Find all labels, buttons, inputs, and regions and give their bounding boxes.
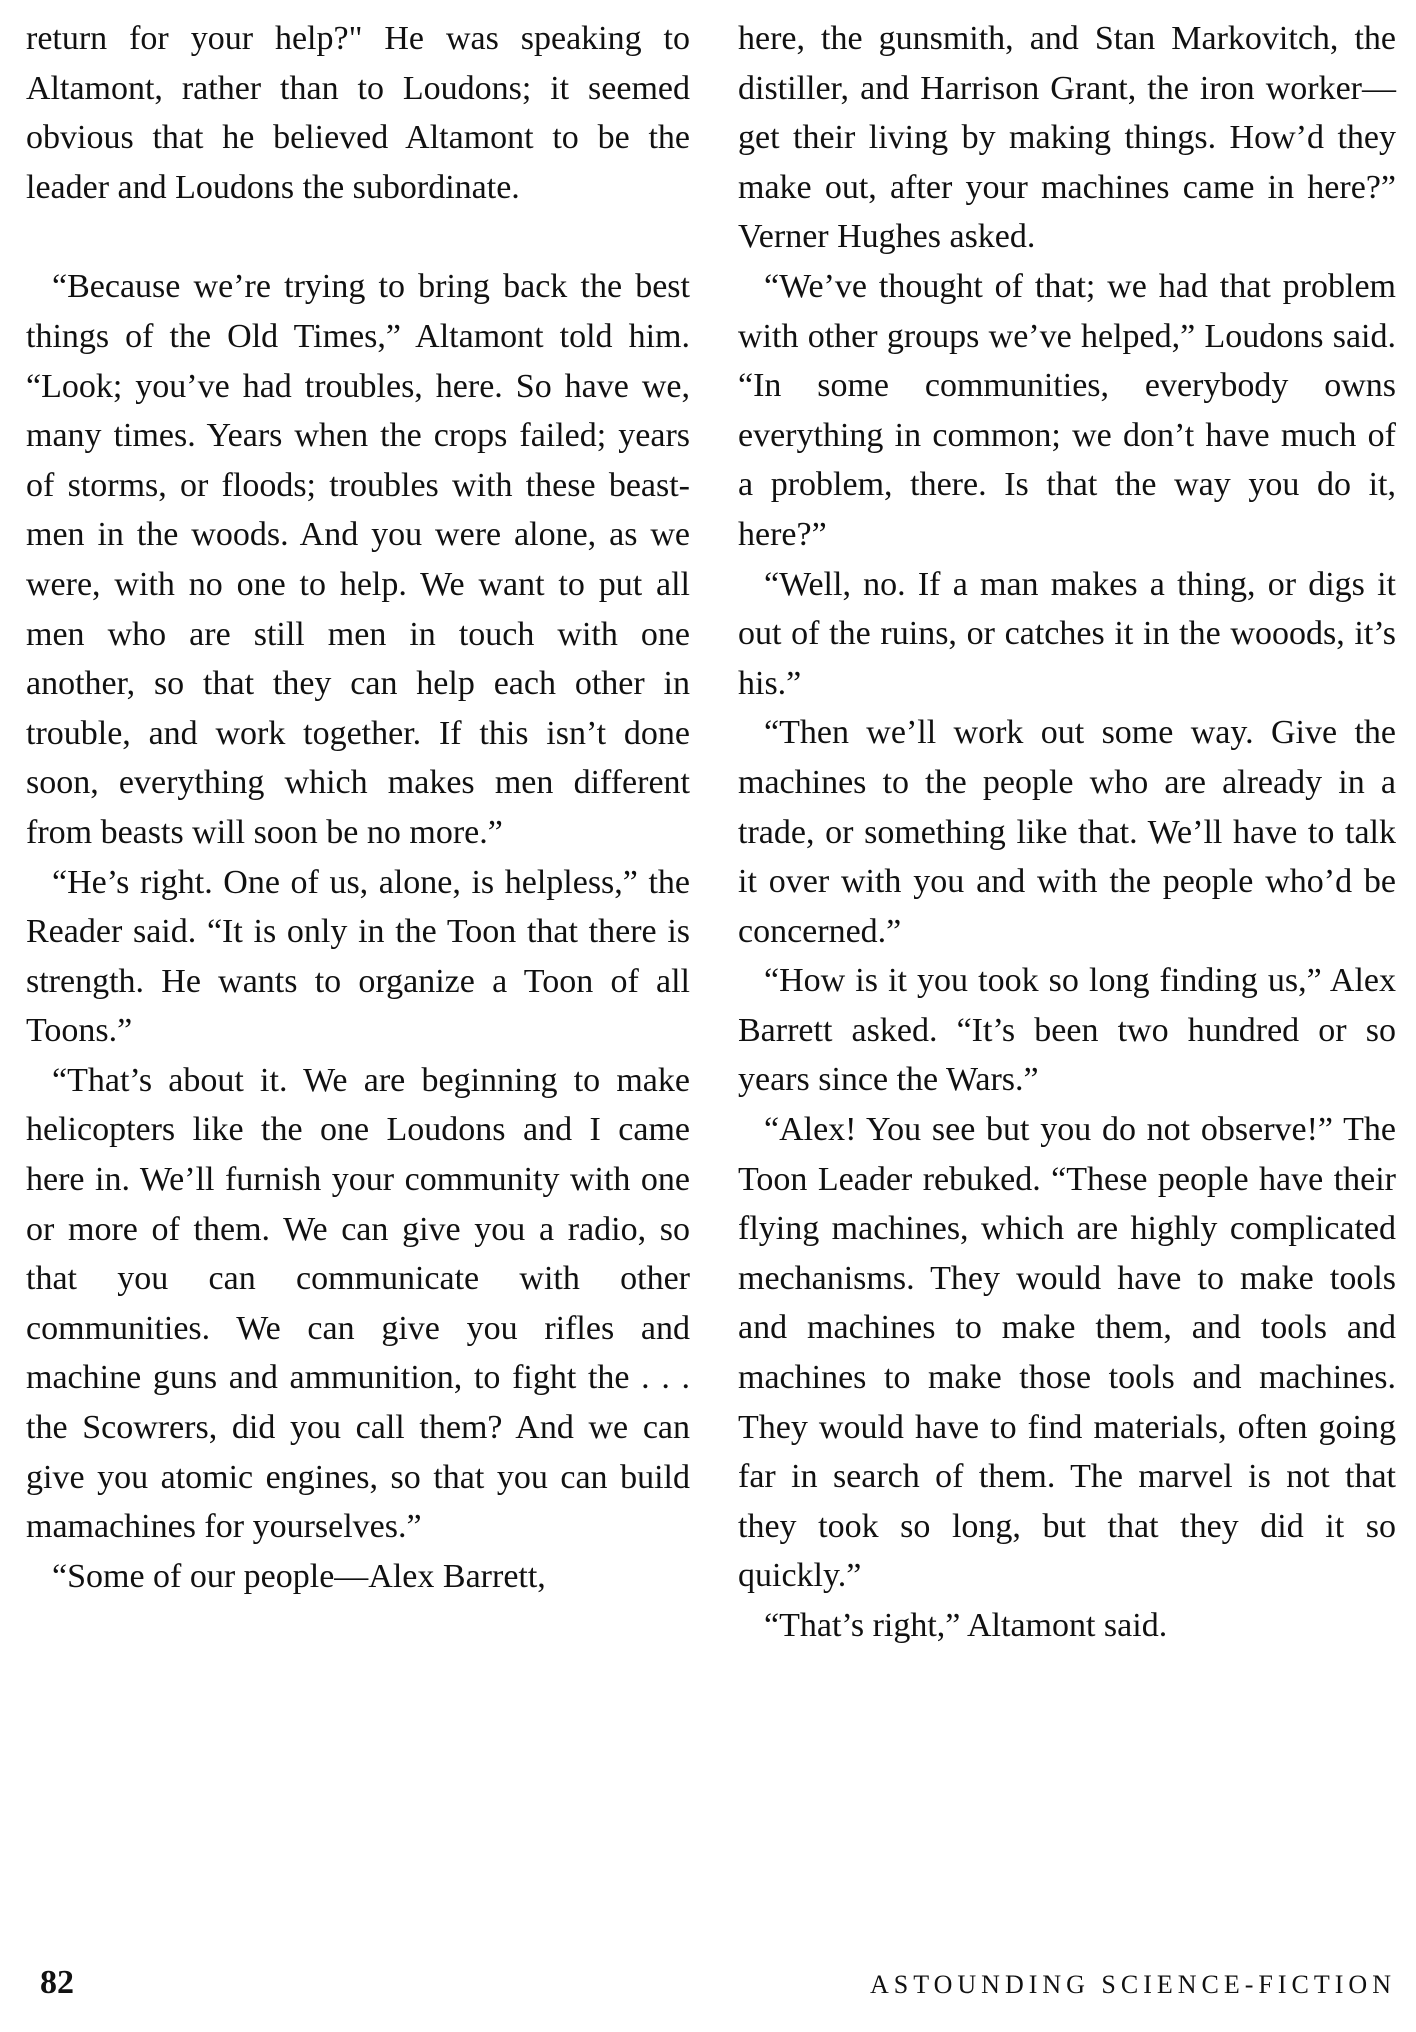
paragraph: “Then we’ll work out some way. Give the machines to the people who are already in a trade, or something like that. We’ll have to talk it over with you and with the people who’d be concerned.”	[738, 714, 1396, 950]
paragraph: “How is it you took so long finding us,” Alex Barrett asked. “It’s been two hundred or so years since the Wars.”	[738, 962, 1396, 1099]
paragraph: “That’s right,” Altamont said.	[764, 1607, 1168, 1644]
paragraph: “Well, no. If a man makes a thing, or digs it out of the ruins, or catches it in the wooods, it’s his.”	[738, 565, 1396, 702]
paragraph: “Some of our people—Alex Barrett,	[52, 1557, 546, 1595]
page-number: 82	[40, 1964, 74, 2001]
paragraph: here, the gunsmith, and Stan Markovitch, the distiller, and Harrison Grant, the iron worker—get their living by making things. How’d they make out, after your machines came in here?” Verner Hughes asked.	[738, 20, 1396, 256]
magazine-title: ASTOUNDING SCIENCE-FICTION	[869, 1970, 1396, 1999]
left-column	[26, 14, 690, 1601]
page-footer	[26, 1964, 1396, 2014]
paragraph: “We’ve thought of that; we had that problem with other groups we’ve helped,” Loudons said. “In some communities, everybody owns everything in common; we don’t have much of a problem, there. Is that the way you do it, here?”	[738, 267, 1396, 553]
paragraph: “That’s about it. We are beginning to make helicopters like the one Loudons and I came here in. We’ll furnish your community with one or more of them. We can give you a radio, so that you can communicate with other communities. We can give you rifles and machine guns and ammunition, to fight the . . . the Scowrers, did you call them? And we can give you atomic engines, so that you can build mamachines for yourselves.”	[26, 1061, 690, 1546]
right-column	[738, 14, 1396, 1651]
paragraph: “He’s right. One of us, alone, is helpless,” the Reader said. “It is only in the Toon that there is strength. He wants to organize a Toon of all Toons.”	[26, 863, 690, 1050]
paragraph: “Alex! You see but you do not observe!” The Toon Leader rebuked. “These people have their flying machines, which are highly complicated mechanisms. They would have to make tools and machines to make them, and tools and machines to make those tools and machines. They would have to find materials, often going far in search of them. The marvel is not that they took so long, but that they did it so quickly.”	[738, 1111, 1396, 1595]
paragraph: return for your help?" He was speaking to Altamont, rather than to Loudons; it seemed obvious that he believed Altamont to be the leader and Loudons the subordinate.	[26, 20, 690, 206]
paragraph: “Because we’re trying to bring back the best things of the Old Times,” Altamont told him. “Look; you’ve had troubles, here. So have we, many times. Years when the crops failed; years of storms, or floods; troubles with these beast-men in the woods. And you were alone, as we were, with no one to help. We want to put all men who are still men in touch with one another, so that they can help each other in trouble, and work together. If this isn’t done soon, everything which makes men different from beasts will soon be no more.”	[26, 268, 690, 851]
